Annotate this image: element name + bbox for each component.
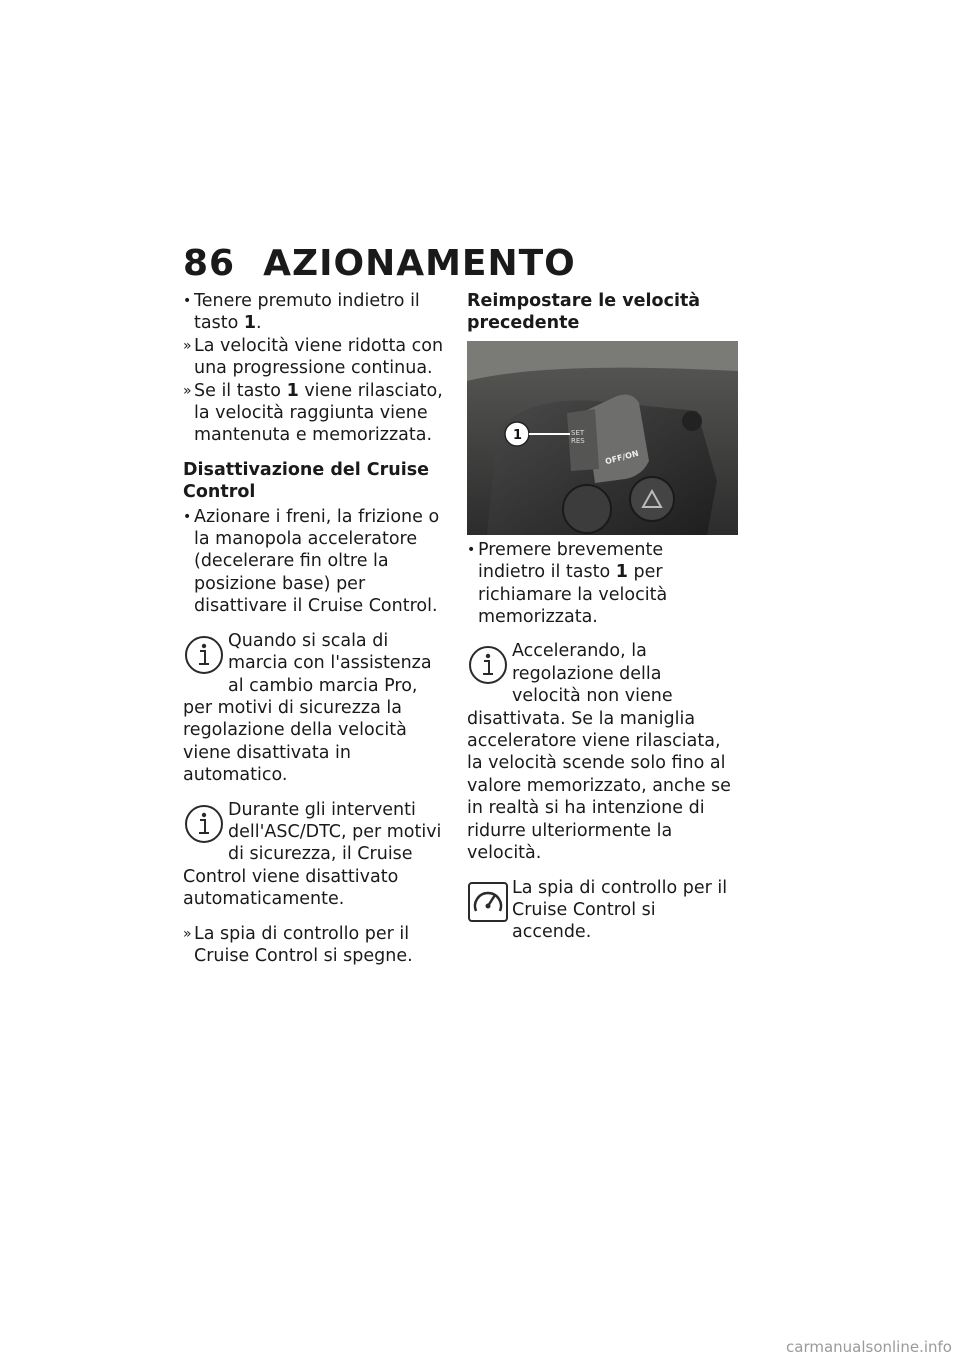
result-mark: » <box>183 337 192 354</box>
section-heading: Disattivazione del Cruise Control <box>183 459 430 503</box>
section-heading: Reimpostare le velocità precedente <box>467 291 701 334</box>
item-text: per richiamare la velocità memorizzata. <box>478 562 668 628</box>
reference-number: 1 <box>286 380 299 401</box>
photo-label-set-res: SET RES <box>571 428 585 445</box>
note-text: Accelerando, la regolazione della velocità non viene disattivata. Se la maniglia acceleratore viene rilasciata, la velocità scende solo fino al valore memorizzato, anche se in realtà si ha intenzione di ridurre ulteriormente la velocità. <box>467 641 731 864</box>
list-item <box>183 506 451 618</box>
result-mark: » <box>183 382 192 399</box>
item-text: La velocità viene ridotta con una progressione continua. <box>194 335 444 379</box>
list-item <box>183 380 451 447</box>
indicator-note <box>467 877 735 944</box>
handlebar-switch-photo <box>467 341 738 535</box>
item-text: Azionare i freni, la frizione o la manopola acceleratore (decelerare fin oltre la posizione base) per disattivare il Cruise Control. <box>194 506 440 617</box>
item-text: viene rilasciato, la velocità raggiunta viene mantenuta e memorizzata. <box>194 380 443 446</box>
page-number: 86 <box>183 243 236 284</box>
page-header <box>183 243 576 284</box>
info-icon <box>183 803 225 845</box>
item-text-end: . <box>256 313 262 334</box>
info-icon <box>467 644 509 686</box>
list-item <box>467 539 735 629</box>
info-note <box>183 799 451 911</box>
photo-callout-number: 1 <box>513 427 523 443</box>
page-title: AZIONAMENTO <box>263 243 576 284</box>
item-text: Se il tasto <box>194 380 287 401</box>
right-column <box>467 290 735 944</box>
item-text: Premere brevemente indietro il tasto <box>478 539 664 583</box>
cruise-control-indicator-icon <box>467 881 509 923</box>
info-note <box>183 630 451 787</box>
info-icon <box>183 634 225 676</box>
watermark: carmanualsonline.info <box>786 1338 952 1356</box>
result-mark: » <box>183 925 192 942</box>
reference-number: 1 <box>615 562 628 583</box>
bullet-mark: • <box>183 293 192 309</box>
info-note <box>467 640 735 864</box>
item-text: La spia di controllo per il Cruise Control si spegne. <box>194 923 413 966</box>
bullet-mark: • <box>467 541 476 558</box>
left-column <box>183 290 451 967</box>
reference-number: 1 <box>243 313 257 334</box>
note-text: La spia di controllo per il Cruise Control si accende. <box>512 877 728 943</box>
switch-illustration <box>467 341 738 535</box>
note-text: Durante gli interventi dell'ASC/DTC, per motivi di sicurezza, il Cruise Control viene disattivato automaticamente. <box>183 799 442 910</box>
note-text: Quando si scala di marcia con l'assistenza al cambio marcia Pro, per motivi di sicurezza la regolazione della velocità viene disattivata in automatico. <box>183 630 432 786</box>
item-text: Tenere premuto indietro il tasto <box>194 291 420 334</box>
list-item <box>183 290 451 335</box>
list-item <box>183 923 451 968</box>
photo-label-off-on: OFF/ON <box>604 448 640 467</box>
bullet-mark: • <box>183 508 192 525</box>
list-item <box>183 335 451 380</box>
